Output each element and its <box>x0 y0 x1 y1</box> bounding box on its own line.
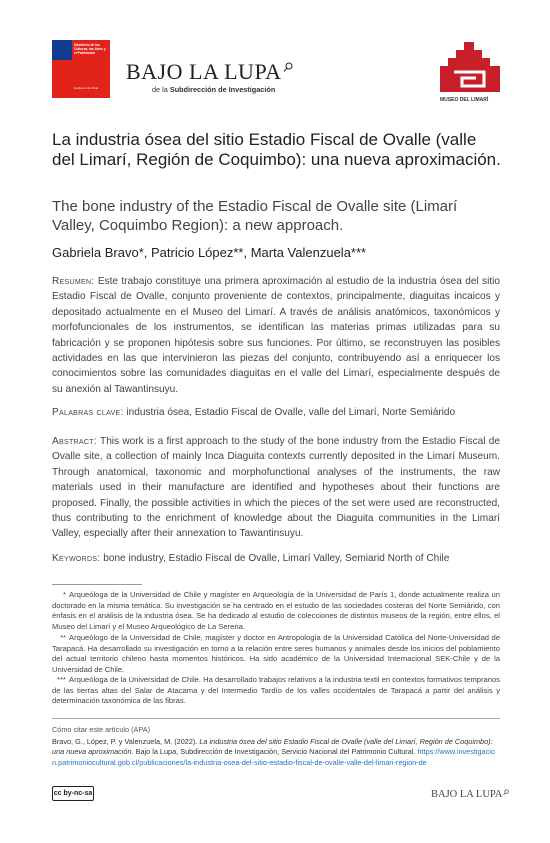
series-subtitle-bold: Subdirección de Investigación <box>169 85 276 94</box>
footnote-mark: * <box>63 590 66 599</box>
resumen-label: Resumen: <box>52 276 95 287</box>
citation-title: La industria ósea del sitio Estadio Fiscal de Ovalle (valle del Limarí, Región de Coquimbo): una nueva aproximación. <box>52 737 493 757</box>
magnifier-icon <box>503 789 509 796</box>
abstract-label: Abstract: <box>52 436 97 447</box>
citation-rule <box>52 718 500 719</box>
abstract-paragraph <box>52 434 500 542</box>
palabras-clave-paragraph <box>52 405 500 420</box>
museum-logo <box>440 42 500 92</box>
citation-label: Cómo citar este artículo (APA) <box>52 725 150 734</box>
keywords-text: bone industry, Estadio Fiscal de Ovalle, Limarí Valley, Semiarid North of Chile <box>103 553 450 564</box>
ministry-logo-blue-block <box>52 40 72 60</box>
series-title <box>126 59 293 85</box>
footnote-text: Arqueóloga de la Universidad de Chile. Ha desarrollado trabajos relativos a la industria textil en contextos formativos tempranos de las tierras altas del Salar de Atacama y del Intermedio Tardío de los valles occidentales de Tarapacá a partir del análisis y determinación taxonómica de las fibras. <box>52 675 500 706</box>
footnote-text: Arqueóloga de la Universidad de Chile y magíster en Arqueología de la Universidad de París 1, donde actualmente realiza un doctorado en la misma temática. Su investigación se ha centrado en el estudio de las sociedades costeras del Norte Semiárido, con énfasis en el análisis de la industria ósea. Se ha dedicado al estudio de colecciones de distintos museos de la región, entre ellos, el Museo del Limarí y el Museo Arqueológico de La Serena. <box>52 590 500 631</box>
footnote-3 <box>52 675 500 707</box>
series-subtitle-prefix: de la <box>152 85 168 94</box>
resumen-paragraph <box>52 274 500 397</box>
footnote-text: Arqueólogo de la Universidad de Chile, magíster y doctor en Antropología de la Universidad Católica del Norte-Universidad de Tarapacá. Ha desarrollado su investigación en torno a la relación entre seres humanos y animales desde los inicios del poblamiento del actual territorio chileno hasta momentos históricos. Ha sido académico de la Universidad Internacional SEK-Chile y de la Universidad de Chile. <box>52 633 500 674</box>
article-authors: Gabriela Bravo*, Patricio López**, Marta Valenzuela*** <box>52 245 367 260</box>
abstract-text: This work is a first approach to the study of the bone industry from the Estadio Fiscal de Ovalle site, a collection of mainly Inca Diaguita contexts currently deposited in the Limarí Museum. Through anatomical, taxonomic and morphofunctional analyses of the instruments, the raw materials used in their manufacture are identified and hypotheses about their functions are proposed. Finally, the possible activities in which the pieces of the set were used are reconstructed, thus contributing to the enrichment of knowledge about the Diaguita communities in the Limarí Valley, especially after their annexation to Tawantinsuyu. <box>52 436 500 540</box>
citation-publisher: Bajo la Lupa, Subdirección de Investigación, Servicio Nacional del Patrimonio Cultural. <box>135 747 416 757</box>
footer-brand <box>431 789 509 800</box>
palabras-clave-text: industria ósea, Estadio Fiscal de Ovalle, valle del Limarí, Norte Semiárido <box>126 407 456 418</box>
footnote-mark: ** <box>60 633 66 642</box>
ministry-logo <box>52 40 110 98</box>
palabras-clave-label: Palabras clave: <box>52 407 124 418</box>
footnote-rule <box>52 584 142 585</box>
footer-brand-text: BAJO LA LUPA <box>431 789 503 800</box>
citation-text <box>52 737 500 768</box>
resumen-text: Este trabajo constituye una primera aproximación al estudio de la industria ósea del sitio Estadio Fiscal de Ovalle, conjunto proveniente de contextos, principalmente, diaguitas incaicos y depositado actualmente en el Museo del Limarí. A través de análisis anatómicos, taxonómicos y morfofuncionales de los instrumentos, se identifican las materias primas utilizadas para su fabricación y se proponen hipótesis sobre sus funciones. Por último, se reconstruyen las posibles actividades en las que intervinieron las piezas del conjunto, contribuyendo así a enriquecer los conocimientos sobre las comunidades diaguitas en el valle del Limarí, especialmente después de su anexión al Tawantinsuyu. <box>52 276 500 395</box>
footnote-1 <box>52 590 500 632</box>
magnifier-icon <box>283 62 293 73</box>
government-name: Gobierno de Chile <box>74 86 99 90</box>
series-title-text: BAJO LA LUPA <box>126 59 282 84</box>
creative-commons-badge: cc by-nc-sa <box>52 786 94 801</box>
keywords-paragraph <box>52 551 500 566</box>
citation-url-link[interactable]: https://www.investigacion.patrimoniocultural.gob.cl/publicaciones/la-industria-osea-del-sitio-estadio-fiscal-de-ovalle-valle-del-limari-region-de <box>52 747 495 767</box>
footnote-2 <box>52 633 500 675</box>
article-title-english: The bone industry of the Estadio Fiscal de Ovalle site (Limarí Valley, Coquimbo Region): a new approach. <box>52 198 458 234</box>
footnote-mark: *** <box>57 675 66 684</box>
museum-name: MUSEO DEL LIMARÍ <box>440 97 489 103</box>
series-subtitle <box>152 85 275 94</box>
citation-authors: Bravo, G., López, P. y Valenzuela, M. (2022). <box>52 737 198 746</box>
article-title-spanish: La industria ósea del sitio Estadio Fiscal de Ovalle (valle del Limarí, Región de Coquimbo): una nueva aproximación. <box>52 130 501 169</box>
keywords-label: Keywords: <box>52 553 101 564</box>
ministry-name: Ministerio de las Culturas, las Artes y el Patrimonio <box>74 43 106 56</box>
